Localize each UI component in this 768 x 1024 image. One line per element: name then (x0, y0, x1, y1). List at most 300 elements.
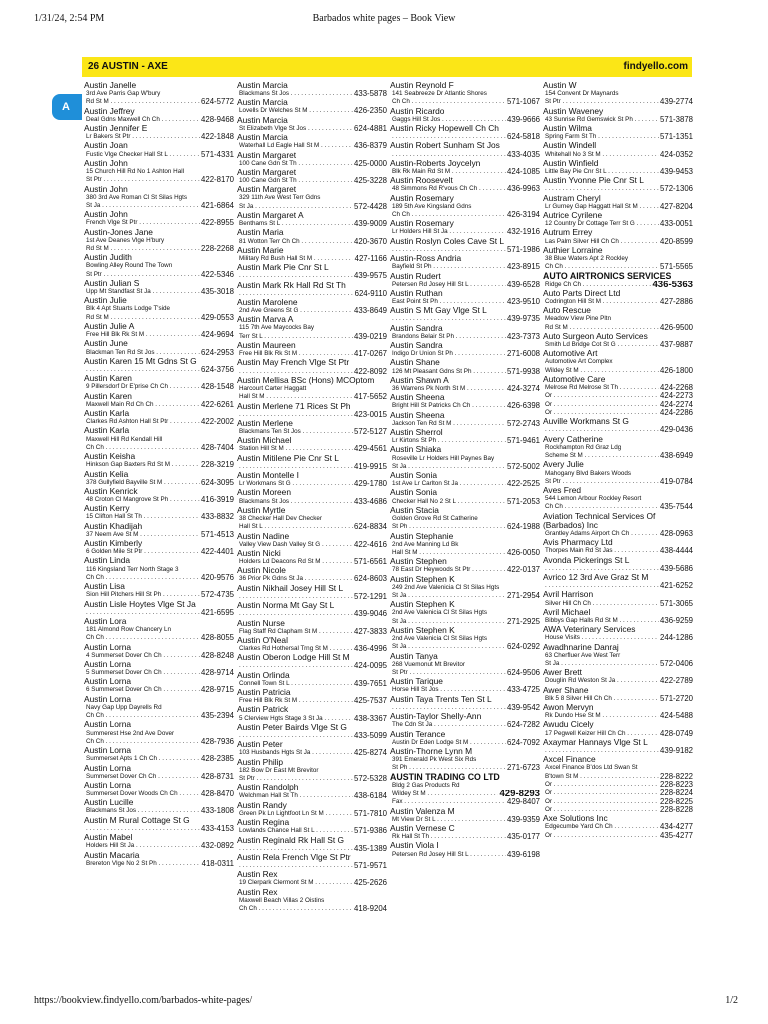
listing-address (239, 845, 353, 853)
listing-phone[interactable]: 421-6252 (660, 582, 693, 591)
listing-phone[interactable]: 439-2774 (660, 98, 693, 107)
listing-phone[interactable]: 422-0137 (507, 566, 540, 575)
listing-phone[interactable]: 624-3756 (201, 365, 234, 374)
listing-entry (84, 746, 234, 763)
listing-phone[interactable]: 424-5488 (660, 712, 693, 721)
listing-line (543, 798, 693, 806)
listing-phone[interactable]: 428-9714 (201, 669, 234, 678)
listing-phone[interactable]: 422-2002 (201, 418, 234, 427)
listing-phone[interactable]: 624-7092 (507, 738, 540, 747)
listing-phone[interactable]: 572-5328 (354, 775, 387, 784)
listing-phone[interactable]: 433-5878 (354, 90, 387, 99)
listing-address: Lr Holders Hill St Ja . . . (392, 228, 506, 236)
listing-line (543, 730, 693, 738)
listing-phone[interactable]: 624-7282 (507, 721, 540, 730)
listing-name: Austin John (84, 184, 128, 194)
listing-phone[interactable]: 433-4686 (354, 497, 387, 506)
listing-phone[interactable]: 435-3018 (201, 288, 234, 297)
listing-phone[interactable]: 419-9915 (354, 462, 387, 471)
listing-phone[interactable]: 426-0050 (507, 548, 540, 557)
listing-phone[interactable]: 418-9204 (354, 905, 387, 914)
listing-entry (390, 506, 540, 532)
listing-entry (390, 358, 540, 375)
listing-name: Austin Kenrick (84, 486, 138, 496)
listing-phone[interactable]: 422-2789 (660, 677, 693, 686)
listing-entry (390, 124, 540, 141)
listing-phone[interactable]: 420-8599 (660, 237, 693, 246)
listing-phone[interactable]: 428-2385 (201, 755, 234, 764)
listing-name: Austin Myrtle (237, 505, 286, 515)
listing-phone[interactable]: 422-2525 (507, 480, 540, 489)
listing-phone[interactable]: 424-2268 (660, 384, 693, 393)
listing-phone[interactable]: 438-4444 (660, 547, 693, 556)
listing-address: Station Hill St M . . . (239, 445, 353, 453)
listing-phone[interactable]: 439-5686 (660, 564, 693, 573)
listing-address: Clarkes Rd Hothersal Trng St M . . . (239, 645, 353, 653)
listing-entry (390, 652, 540, 678)
listing-entry (390, 324, 540, 341)
listing-line (237, 203, 387, 211)
listing-line (237, 220, 387, 228)
listing-name: Automotive Care (543, 375, 606, 385)
listing-phone[interactable]: 571-9386 (354, 827, 387, 836)
listing-phone[interactable]: 271-6008 (507, 350, 540, 359)
listing-phone[interactable]: 421-6595 (201, 608, 234, 617)
listing-phone[interactable]: 624-9506 (507, 669, 540, 678)
listing-name: Austin Margaret (237, 150, 297, 160)
listing-address: Hall St L . . . (239, 523, 353, 531)
listing-address (239, 368, 353, 376)
listing-phone[interactable]: 427-8204 (660, 202, 693, 211)
listing-phone[interactable]: 423-8915 (507, 263, 540, 272)
listing-phone[interactable]: 433-8832 (201, 513, 234, 522)
listing-phone[interactable]: 624-8834 (354, 523, 387, 532)
listing-line (237, 290, 387, 298)
listing-line (84, 790, 234, 798)
print-url[interactable]: https://bookview.findyello.com/barbados-white-pages/ (34, 995, 253, 1006)
alphabet-index-tab[interactable]: A (52, 94, 82, 120)
listing-address: 2nd Ave Greens St G . . . (239, 307, 353, 315)
listing-phone[interactable]: 433-4725 (507, 686, 540, 695)
listing-phone[interactable]: 435-4277 (660, 831, 693, 840)
listing-phone[interactable]: 572-1306 (660, 185, 693, 194)
listing-line (390, 523, 540, 531)
listing-name: Austin Wilma (543, 124, 592, 134)
listing-phone[interactable]: 428-8731 (201, 772, 234, 781)
listing-entry (237, 281, 387, 298)
listing-entry (84, 798, 234, 815)
listing-phone[interactable]: 435-7544 (660, 503, 693, 512)
listing-entry (543, 512, 693, 521)
listing-phone[interactable]: 439-9009 (354, 220, 387, 229)
listing-phone[interactable]: 433-5099 (354, 731, 387, 740)
listing-line (84, 704, 234, 712)
listing-name: Austin Moreen (237, 488, 291, 498)
listing-phone[interactable]: 228-8222 (660, 772, 693, 781)
listing-line (237, 628, 387, 636)
listing-phone[interactable]: 571-5565 (660, 263, 693, 272)
listing-phone[interactable]: 422-5346 (201, 270, 234, 279)
listing-phone[interactable]: 437-9887 (660, 341, 693, 350)
listing-name: Autrice Cyrilene (543, 211, 603, 221)
listing-phone[interactable]: 417-0267 (354, 350, 387, 359)
listing-entry (543, 538, 693, 555)
listing-address (239, 862, 353, 870)
listing-entry (543, 573, 693, 590)
listing-name: Austin Rosemary (390, 193, 454, 203)
listing-entry (390, 376, 540, 393)
listing-line (237, 107, 387, 115)
listing-address: 249 2nd Ave Valenicia Cl St Silas Hgts (392, 583, 500, 591)
listing-line (237, 558, 387, 566)
listing-phone[interactable]: 228-3219 (201, 461, 234, 470)
listing-entry (84, 124, 234, 141)
listing-line (543, 652, 693, 660)
listing-address: St Ptr . . . (86, 176, 200, 184)
listing-address (239, 463, 353, 471)
listing-phone[interactable]: 435-1389 (354, 844, 387, 853)
listing-line (237, 749, 387, 757)
listing-phone[interactable]: 424-1085 (507, 167, 540, 176)
listing-line (390, 168, 540, 176)
listing-phone[interactable]: 424-9694 (201, 331, 234, 340)
listing-address: Lr Kirtons St Ph . . . (392, 437, 506, 445)
listing-address: Blackman Ten Rd St Jos . . . (86, 349, 200, 357)
listing-entry (84, 504, 234, 521)
listing-phone[interactable]: 571-9938 (507, 367, 540, 376)
listing-address (545, 185, 659, 193)
listing-phone[interactable]: 422-8092 (354, 367, 387, 376)
listing-phone[interactable]: 436-9259 (660, 616, 693, 625)
listing-phone[interactable]: 422-8170 (201, 176, 234, 185)
listing-line (390, 790, 540, 798)
listing-entry (390, 557, 540, 574)
listing-phone[interactable]: 439-9453 (660, 167, 693, 176)
listing-phone[interactable]: 624-0292 (507, 643, 540, 652)
listing-line (543, 470, 693, 478)
listing-line (543, 634, 693, 642)
listing-address: Fax . . . (392, 798, 506, 806)
listing-phone[interactable]: 436-5363 (652, 280, 693, 289)
listing-phone[interactable]: 417-5652 (354, 393, 387, 402)
listing-address: Thorpes Main Rd St Jas . . . (545, 547, 659, 555)
listing-line (543, 677, 693, 685)
listing-phone[interactable]: 244-1286 (660, 634, 693, 643)
listing-phone[interactable]: 433-1808 (201, 807, 234, 816)
listing-phone[interactable]: 571-1351 (660, 133, 693, 142)
listing-phone[interactable]: 435-2394 (201, 712, 234, 721)
listing-entry (237, 436, 387, 453)
listing-phone[interactable]: 424-2286 (660, 409, 693, 418)
listing-phone[interactable]: 571-9461 (507, 437, 540, 446)
listing-phone[interactable]: 425-3228 (354, 177, 387, 186)
listing-phone[interactable]: 428-1548 (201, 383, 234, 392)
listing-address: Austin Dr Eden Lodge St M . . . (392, 739, 506, 747)
listing-line (237, 333, 387, 341)
listing-line (390, 541, 540, 549)
listing-phone[interactable]: 420-9576 (201, 573, 234, 582)
listing-phone[interactable]: 571-2053 (507, 497, 540, 506)
listing-line (543, 503, 693, 511)
listing-phone[interactable]: 420-3670 (354, 237, 387, 246)
listing-address: Bayfield St Ph . . . (392, 263, 506, 271)
listing-entry (237, 601, 387, 618)
listing-phone[interactable]: 422-1848 (201, 133, 234, 142)
listing-line (237, 238, 387, 246)
listing-phone[interactable]: 439-7651 (354, 679, 387, 688)
listing-entry (390, 176, 540, 193)
listing-phone[interactable]: 572-0406 (660, 660, 693, 668)
listing-entry (84, 426, 234, 452)
listing-entry (84, 764, 234, 781)
listing-address: House Visits . . . (545, 634, 659, 642)
listing-phone[interactable]: 433-4153 (201, 824, 234, 833)
listing-phone[interactable]: 426-9500 (660, 323, 693, 332)
listing-phone[interactable]: 439-9542 (507, 703, 540, 712)
listing-phone[interactable]: 423-9510 (507, 297, 540, 306)
listing-phone[interactable]: 439-9666 (507, 115, 540, 124)
listing-address: 1st Ave Lr Carlton St Ja . . . (392, 480, 506, 488)
listing-phone[interactable]: 571-9571 (354, 861, 387, 870)
listing-phone[interactable]: 423-7373 (507, 332, 540, 341)
listing-address: Codrington Hill St M . . . (545, 298, 659, 306)
listing-phone[interactable]: 424-0352 (660, 150, 693, 159)
listing-line (390, 98, 540, 106)
listing-phone[interactable]: 416-3919 (201, 495, 234, 504)
listing-address: Lr Gurney Gap Haggatt Hall St M . . . (545, 203, 659, 211)
listing-phone[interactable]: 424-2274 (660, 400, 693, 409)
listing-phone[interactable]: 571-6561 (354, 558, 387, 567)
listing-phone[interactable]: 624-1988 (507, 523, 540, 532)
listing-phone[interactable]: 418-0311 (201, 859, 234, 868)
listing-phone[interactable]: 439-9046 (354, 610, 387, 619)
listing-phone[interactable]: 439-6528 (507, 280, 540, 289)
listing-phone[interactable]: 429-0553 (201, 313, 234, 322)
listing-line (237, 498, 387, 506)
listing-phone[interactable]: 624-3095 (201, 478, 234, 487)
listing-address: Blackmans Ten St Jos . . . (239, 428, 353, 436)
listing-address: Douglin Rd Weston St Ja . . . (545, 677, 659, 685)
listing-phone[interactable]: 436-4996 (354, 645, 387, 653)
listing-phone[interactable]: 424-2273 (660, 392, 693, 401)
listing-phone[interactable]: 439-9182 (660, 746, 693, 755)
listing-phone[interactable]: 426-1800 (660, 366, 693, 375)
listing-phone[interactable]: 572-5002 (507, 462, 540, 471)
listing-entry (390, 626, 540, 652)
listing-phone[interactable]: 423-0015 (354, 410, 387, 419)
listing-phone[interactable]: 571-2720 (660, 694, 693, 703)
listing-phone[interactable]: 571-1986 (507, 245, 540, 254)
listing-line (390, 798, 540, 806)
listing-phone[interactable]: 422-6261 (201, 400, 234, 409)
listing-address: 329 11th Ave West Terr Gdns (239, 194, 321, 202)
listing-address: Roseville Lr Holders Hill Paynes Bay (392, 454, 495, 462)
listing-phone[interactable]: 228-8228 (660, 805, 693, 814)
listing-phone[interactable]: 429-4561 (354, 445, 387, 454)
listing-phone[interactable]: 439-9735 (507, 315, 540, 324)
listing-phone[interactable]: 425-0000 (354, 159, 387, 168)
listing-address: Ch Ch . . . (86, 574, 200, 582)
listing-phone[interactable]: 271-6723 (507, 764, 540, 773)
listing-phone[interactable]: 428-9468 (201, 115, 234, 124)
listing-address: Checker Hall No 2 St L . . . (392, 498, 506, 506)
listing-phone[interactable]: 571-4513 (201, 530, 234, 539)
listing-address: Ch Ch . . . (86, 712, 200, 720)
listing-address: Valley View Dash Valley St G . . . (239, 541, 353, 549)
listing-phone[interactable]: 434-4277 (660, 823, 693, 832)
listing-name: Austin Rudert (390, 271, 441, 281)
listing-phone[interactable]: 439-9359 (507, 815, 540, 824)
listing-line (543, 495, 693, 503)
listing-phone[interactable]: 424-3274 (507, 384, 540, 393)
listing-phone[interactable]: 435-0177 (507, 833, 540, 842)
listing-address: 81 Wotton Terr Ch Ch . . . (239, 238, 353, 246)
listing-line (84, 860, 234, 868)
listing-phone[interactable]: 438-6949 (660, 452, 693, 461)
listing-line (390, 515, 540, 523)
listing-phone[interactable]: 271-2925 (507, 617, 540, 626)
listing-line (84, 634, 234, 642)
listing-phone[interactable]: 425-8274 (354, 749, 387, 758)
listing-phone[interactable]: 428-8248 (201, 651, 234, 660)
listing-phone[interactable]: 428-8470 (201, 790, 234, 799)
listing-name: Austin Julian S (84, 279, 140, 288)
listing-phone[interactable]: 624-2953 (201, 348, 234, 357)
listing-line (543, 116, 693, 124)
listing-address: 36 Prior Pk Gdns St Ja . . . (239, 575, 353, 583)
listing-phone[interactable]: 425-7537 (354, 697, 387, 706)
listing-phone[interactable]: 624-4881 (354, 124, 387, 133)
listing-entry (237, 471, 387, 488)
listing-phone[interactable]: 228-8225 (660, 797, 693, 806)
listing-line (543, 367, 693, 375)
listing-line (543, 281, 693, 289)
listing-phone[interactable]: 426-3194 (507, 211, 540, 220)
listing-address: Clarkes Rd Ashton Hall St Ptr . . . (86, 418, 200, 426)
listing-phone[interactable]: 572-5127 (354, 428, 387, 437)
listing-line (390, 592, 540, 600)
listing-entry (84, 409, 234, 426)
listing-phone[interactable]: 428-7936 (201, 737, 234, 746)
listing-phone[interactable]: 624-8603 (354, 575, 387, 584)
listing-phone[interactable]: 228-2268 (201, 245, 234, 254)
listing-phone[interactable]: 428-8055 (201, 634, 234, 643)
listing-phone[interactable]: 571-4331 (201, 150, 234, 159)
listing-line (390, 549, 540, 557)
listing-phone[interactable]: 571-1067 (507, 98, 540, 107)
listing-phone[interactable]: 624-5772 (201, 98, 234, 107)
listing-name: Austin S Mt Gay Vlge St L (390, 306, 487, 316)
listing-entry (390, 824, 540, 841)
listing-phone[interactable]: 429-8293 (499, 790, 540, 799)
listing-phone[interactable]: 571-3065 (660, 599, 693, 608)
listing-column-3 (390, 81, 540, 859)
listing-entry (390, 712, 540, 729)
listing-phone[interactable]: 436-8379 (354, 142, 387, 151)
listing-address: Hinkson Gap Baxters Rd St M . . . (86, 461, 200, 469)
listing-address: Lr Bakers St Ptr . . . (86, 133, 200, 141)
listing-entry (543, 625, 693, 642)
listing-phone[interactable]: 432-1916 (507, 228, 540, 237)
listing-name: Austin Kelia (84, 469, 129, 479)
listing-address: 43 Sunrise Rd Gemswick St Ph . . . (545, 116, 659, 124)
listing-phone[interactable]: 624-5818 (507, 133, 540, 142)
listing-name: (Barbados) Inc (543, 520, 598, 530)
listing-name: Austin Valenza M (390, 806, 455, 816)
listing-phone[interactable]: 426-6398 (507, 402, 540, 411)
listing-entry (543, 460, 693, 486)
listing-phone[interactable]: 572-1291 (354, 592, 387, 601)
listing-phone[interactable]: 426-2350 (354, 107, 387, 116)
listing-phone[interactable]: 422-4401 (201, 548, 234, 557)
listing-line (237, 368, 387, 376)
listing-phone[interactable]: 433-0051 (660, 220, 693, 229)
listing-line (543, 315, 693, 323)
listing-phone[interactable]: 428-0963 (660, 529, 693, 538)
listing-line (237, 350, 387, 358)
listing-line (390, 498, 540, 506)
listing-address: Bldg 2 Gas Products Rd (392, 781, 460, 789)
listing-phone[interactable]: 436-9963 (507, 185, 540, 194)
listing-phone[interactable]: 428-7404 (201, 443, 234, 452)
listing-phone[interactable]: 572-4735 (201, 591, 234, 600)
listing-phone[interactable]: 438-6184 (354, 792, 387, 801)
listing-address: 78 East Dr Heywoods St Ptr . . . (392, 566, 506, 574)
listing-phone[interactable]: 427-1166 (354, 254, 387, 263)
listing-phone[interactable]: 429-0436 (660, 426, 693, 435)
listing-phone[interactable]: 433-4035 (507, 150, 540, 159)
listing-phone[interactable]: 428-9715 (201, 686, 234, 695)
listing-address: Ch Ch . . . (86, 634, 200, 642)
listing-phone[interactable]: 428-0749 (660, 729, 693, 738)
listing-phone[interactable]: 439-9575 (354, 272, 387, 281)
listing-address: 9 Pillersdorf Dr E'prise Ch Ch . . . (86, 383, 200, 391)
listing-address: Or . . . (545, 392, 659, 400)
listing-phone[interactable]: 439-0219 (354, 332, 387, 341)
listing-phone[interactable]: 421-6864 (201, 201, 234, 210)
listing-line (237, 194, 387, 202)
listing-phone[interactable]: 422-8955 (201, 219, 234, 228)
listing-phone[interactable]: 432-0892 (201, 842, 234, 851)
listing-phone[interactable]: 572-2743 (507, 419, 540, 428)
listing-phone[interactable]: 422-4616 (354, 540, 387, 549)
listing-phone[interactable]: 571-7810 (354, 809, 387, 818)
listing-address: 100 Cane Gdn St Th . . . (239, 160, 353, 168)
listing-phone[interactable]: 624-9110 (354, 289, 387, 298)
listing-phone[interactable]: 427-3833 (354, 627, 387, 636)
listing-phone[interactable]: 429-8407 (507, 798, 540, 807)
listing-phone[interactable]: 433-8649 (354, 307, 387, 316)
listing-phone[interactable]: 228-8224 (660, 789, 693, 798)
listing-phone[interactable]: 424-0095 (354, 662, 387, 671)
listing-phone[interactable]: 419-0784 (660, 477, 693, 486)
listing-phone[interactable]: 228-8223 (660, 780, 693, 789)
listing-name: Austin Maria (237, 228, 284, 238)
listing-entry (237, 549, 387, 566)
listing-phone[interactable]: 439-6198 (507, 850, 540, 859)
listing-phone[interactable]: 572-4428 (354, 202, 387, 211)
listing-phone[interactable]: 438-3367 (354, 714, 387, 723)
listing-phone[interactable]: 271-2954 (507, 592, 540, 601)
listing-phone[interactable]: 427-2886 (660, 297, 693, 306)
listing-line (543, 298, 693, 306)
listing-name: Austin Roosevelt (390, 176, 453, 186)
listing-phone[interactable]: 571-3878 (660, 115, 693, 124)
listing-phone[interactable]: 429-1780 (354, 480, 387, 489)
listing-phone[interactable]: 425-2626 (354, 879, 387, 888)
listing-name: Austin Terance (390, 729, 446, 739)
listing-line (84, 591, 234, 599)
